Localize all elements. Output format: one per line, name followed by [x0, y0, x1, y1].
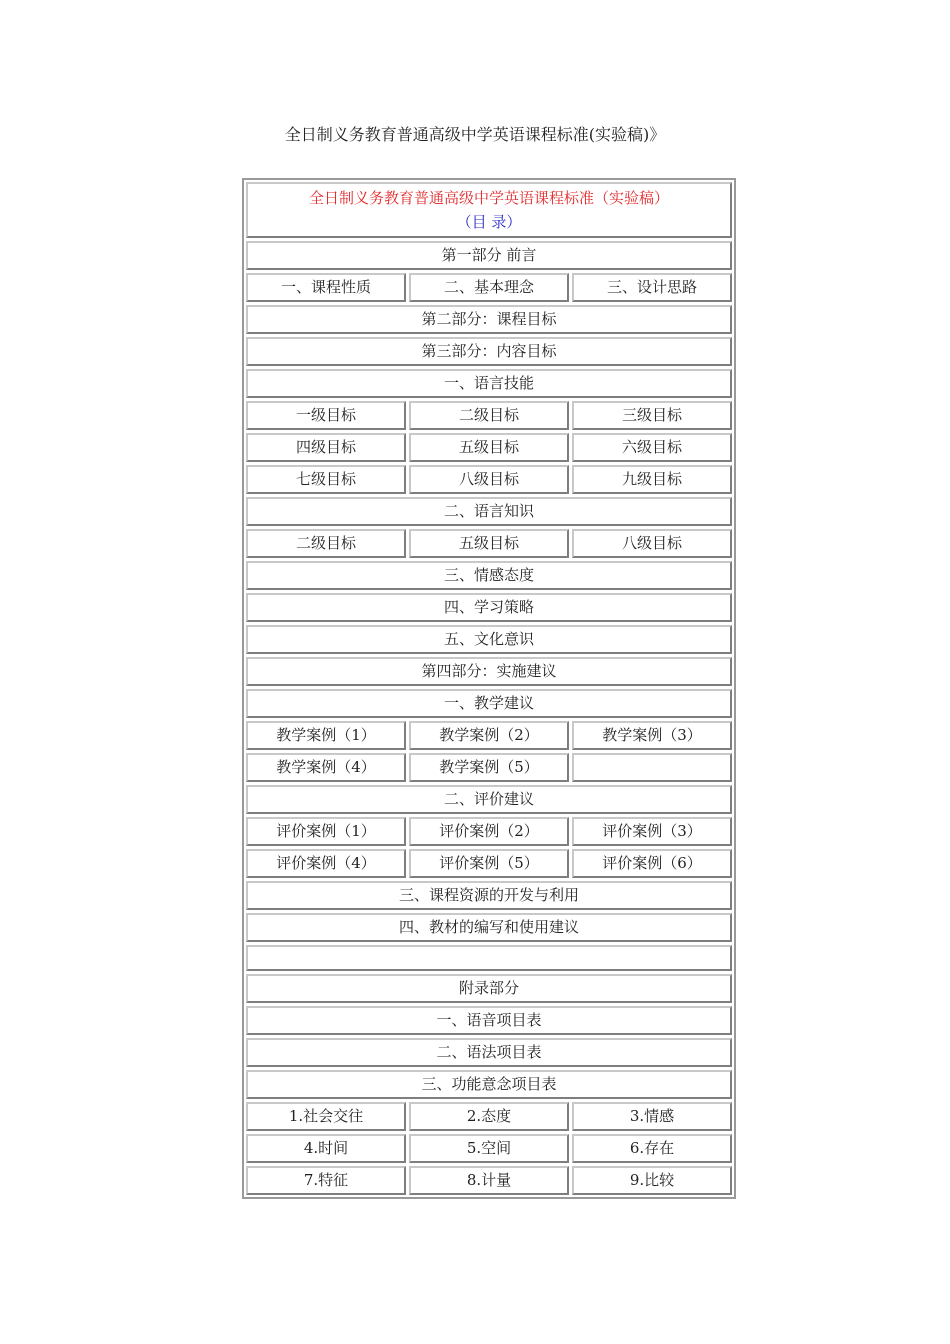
toc-section-link[interactable]: 二、语法项目表: [246, 1038, 732, 1067]
toc-section-link[interactable]: 三、功能意念项目表: [246, 1070, 732, 1099]
toc-row: [246, 945, 732, 971]
toc-row: [246, 433, 732, 462]
toc-row: [246, 273, 732, 302]
toc-section-link[interactable]: 五、文化意识: [246, 625, 732, 654]
toc-item-link[interactable]: 二级目标: [246, 529, 406, 558]
toc-row: [246, 1038, 732, 1067]
toc-section-link[interactable]: 第二部分：课程目标: [246, 305, 732, 334]
toc-section-link: [246, 945, 732, 971]
toc-item-link[interactable]: 五级目标: [409, 529, 569, 558]
toc-item-link[interactable]: 3.情感: [572, 1102, 732, 1131]
toc-header-subtitle[interactable]: （目 录）: [456, 213, 522, 231]
toc-row: [246, 881, 732, 910]
toc-row: [246, 337, 732, 366]
toc-item-link[interactable]: 三级目标: [572, 401, 732, 430]
toc-item-link[interactable]: 教学案例（5）: [409, 753, 569, 782]
toc-item-link[interactable]: 八级目标: [572, 529, 732, 558]
toc-item-link[interactable]: 二、基本理念: [409, 273, 569, 302]
toc-item-link[interactable]: 教学案例（3）: [572, 721, 732, 750]
toc-row: [246, 689, 732, 718]
toc-row: [246, 1134, 732, 1163]
toc-row: [246, 593, 732, 622]
toc-item-link[interactable]: 教学案例（1）: [246, 721, 406, 750]
toc-item-link[interactable]: 1.社会交往: [246, 1102, 406, 1131]
toc-item-link[interactable]: 评价案例（2）: [409, 817, 569, 846]
toc-item-link[interactable]: 五级目标: [409, 433, 569, 462]
toc-row: [246, 974, 732, 1003]
toc-row: [246, 1102, 732, 1131]
toc-item-link[interactable]: 4.时间: [246, 1134, 406, 1163]
toc-item-link[interactable]: 2.态度: [409, 1102, 569, 1131]
toc-header-row: [246, 182, 732, 238]
toc-item-link[interactable]: 七级目标: [246, 465, 406, 494]
toc-row: [246, 497, 732, 526]
toc-row: [246, 785, 732, 814]
toc-row: [246, 753, 732, 782]
toc-item-link[interactable]: 八级目标: [409, 465, 569, 494]
toc-row: [246, 241, 732, 270]
toc-item-link[interactable]: 6.存在: [572, 1134, 732, 1163]
toc-item-link[interactable]: 一级目标: [246, 401, 406, 430]
toc-section-link[interactable]: 一、语言技能: [246, 369, 732, 398]
toc-item-link[interactable]: 三、设计思路: [572, 273, 732, 302]
toc-item-link: [572, 753, 732, 782]
toc-section-link[interactable]: 三、课程资源的开发与利用: [246, 881, 732, 910]
toc-row: [246, 1166, 732, 1195]
toc-row: [246, 401, 732, 430]
toc-row: [246, 369, 732, 398]
toc-row: [246, 721, 732, 750]
toc-section-link[interactable]: 第一部分 前言: [246, 241, 732, 270]
toc-item-link[interactable]: 评价案例（1）: [246, 817, 406, 846]
toc-row: [246, 561, 732, 590]
toc-section-link[interactable]: 第四部分：实施建议: [246, 657, 732, 686]
toc-item-link[interactable]: 九级目标: [572, 465, 732, 494]
toc-item-link[interactable]: 评价案例（5）: [409, 849, 569, 878]
toc-rows: [246, 241, 732, 1195]
toc-row: [246, 913, 732, 942]
toc-row: [246, 817, 732, 846]
toc-row: [246, 529, 732, 558]
toc-section-link[interactable]: 一、教学建议: [246, 689, 732, 718]
toc-item-link[interactable]: 5.空间: [409, 1134, 569, 1163]
toc-section-link[interactable]: 三、情感态度: [246, 561, 732, 590]
toc-section-link[interactable]: 一、语音项目表: [246, 1006, 732, 1035]
toc-item-link[interactable]: 7.特征: [246, 1166, 406, 1195]
toc-item-link[interactable]: 教学案例（4）: [246, 753, 406, 782]
toc-section-link[interactable]: 附录部分: [246, 974, 732, 1003]
toc-row: [246, 1006, 732, 1035]
toc-item-link[interactable]: 一、课程性质: [246, 273, 406, 302]
toc-table: [242, 178, 736, 1199]
toc-item-link[interactable]: 评价案例（4）: [246, 849, 406, 878]
toc-section-link[interactable]: 四、教材的编写和使用建议: [246, 913, 732, 942]
toc-item-link[interactable]: 六级目标: [572, 433, 732, 462]
toc-item-link[interactable]: 四级目标: [246, 433, 406, 462]
toc-row: [246, 625, 732, 654]
toc-section-link[interactable]: 四、学习策略: [246, 593, 732, 622]
toc-item-link[interactable]: 评价案例（3）: [572, 817, 732, 846]
toc-item-link[interactable]: 评价案例（6）: [572, 849, 732, 878]
toc-item-link[interactable]: 8.计量: [409, 1166, 569, 1195]
toc-row: [246, 1070, 732, 1099]
toc-item-link[interactable]: 9.比较: [572, 1166, 732, 1195]
toc-section-link[interactable]: 二、评价建议: [246, 785, 732, 814]
toc-header-title[interactable]: 全日制义务教育普通高级中学英语课程标准（实验稿）: [308, 189, 669, 207]
toc-item-link[interactable]: 二级目标: [409, 401, 569, 430]
toc-item-link[interactable]: 教学案例（2）: [409, 721, 569, 750]
toc-section-link[interactable]: 二、语言知识: [246, 497, 732, 526]
toc-section-link[interactable]: 第三部分：内容目标: [246, 337, 732, 366]
document-title: 全日制义务教育普通高级中学英语课程标准(实验稿)》: [284, 125, 666, 144]
toc-row: [246, 465, 732, 494]
toc-header: [246, 182, 732, 238]
toc-row: [246, 305, 732, 334]
toc-row: [246, 657, 732, 686]
toc-row: [246, 849, 732, 878]
